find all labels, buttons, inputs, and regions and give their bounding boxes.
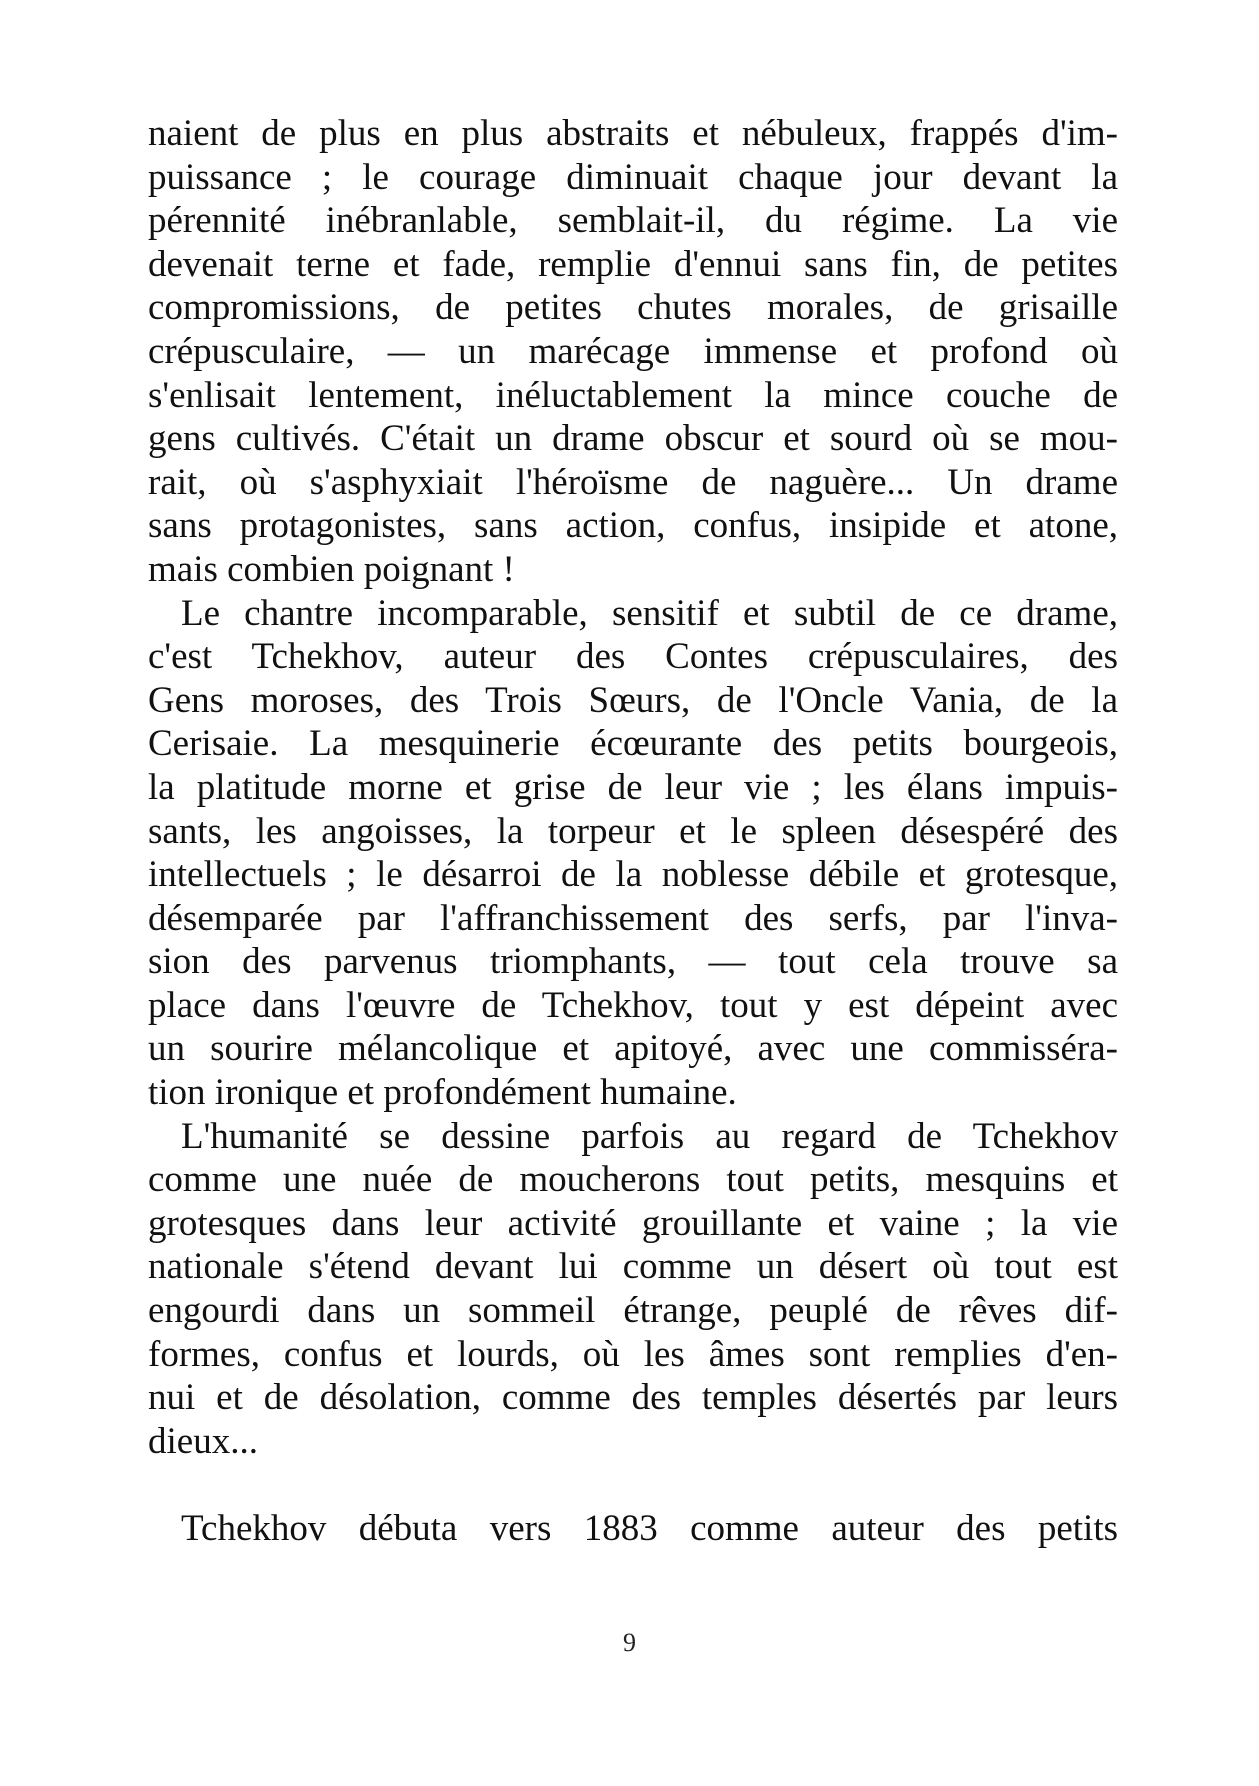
paragraph-2 (148, 592, 1118, 1115)
text-line: nui et de désolation, comme des temples désertés par leurs (148, 1377, 1118, 1419)
text-line: mais combien poignant ! (148, 548, 515, 590)
text-line: Gens moroses, des Trois Sœurs, de l'Oncle Vania, de la (148, 679, 1118, 721)
text-line: sans protagonistes, sans action, confus, insipide et atone, (148, 505, 1118, 547)
paragraph-1 (148, 112, 1118, 592)
paragraph-gap (148, 1463, 1118, 1507)
paragraph-3 (148, 1115, 1118, 1464)
page-number: 9 (623, 1628, 636, 1657)
text-line: Le chantre incomparable, sensitif et subtil de ce drame, (181, 592, 1118, 634)
text-line: puissance ; le courage diminuait chaque jour devant la (148, 156, 1118, 198)
text-line: désemparée par l'affranchissement des serfs, par l'inva- (148, 897, 1118, 939)
text-line: rait, où s'asphyxiait l'héroïsme de naguère... Un drame (148, 461, 1118, 503)
text-line: c'est Tchekhov, auteur des Contes crépusculaires, des (148, 636, 1118, 678)
text-line: un sourire mélancolique et apitoyé, avec une commisséra- (148, 1028, 1118, 1070)
text-line: Cerisaie. La mesquinerie écœurante des petits bourgeois, (148, 723, 1118, 765)
page-text (148, 112, 1118, 1551)
text-line: Tchekhov débuta vers 1883 comme auteur des petits (181, 1508, 1118, 1550)
text-line: pérennité inébranlable, semblait-il, du régime. La vie (148, 200, 1118, 242)
text-line: nationale s'étend devant lui comme un désert où tout est (148, 1246, 1118, 1288)
text-line: tion ironique et profondément humaine. (148, 1072, 737, 1114)
text-line: dieux... (148, 1420, 258, 1462)
text-line: s'enlisait lentement, inéluctablement la mince couche de (148, 374, 1118, 416)
text-line: compromissions, de petites chutes morales, de grisaille (148, 287, 1118, 329)
text-line: crépusculaire, — un marécage immense et profond où (148, 330, 1118, 372)
paragraph-4 (148, 1507, 1118, 1551)
text-line: comme une nuée de moucherons tout petits, mesquins et (148, 1159, 1118, 1201)
text-line: naient de plus en plus abstraits et nébuleux, frappés d'im- (148, 113, 1118, 154)
text-line: grotesques dans leur activité grouillante et vaine ; la vie (148, 1202, 1118, 1244)
text-line: devenait terne et fade, remplie d'ennui sans fin, de petites (148, 243, 1118, 285)
text-line: engourdi dans un sommeil étrange, peuplé de rêves dif- (148, 1290, 1118, 1332)
text-line: gens cultivés. C'était un drame obscur et sourd où se mou- (148, 418, 1118, 460)
text-line: la platitude morne et grise de leur vie ; les élans impuis- (148, 766, 1118, 808)
text-line: sants, les angoisses, la torpeur et le spleen désespéré des (148, 810, 1118, 852)
text-line: formes, confus et lourds, où les âmes sont remplies d'en- (148, 1333, 1118, 1375)
text-line: place dans l'œuvre de Tchekhov, tout y est dépeint avec (148, 984, 1118, 1026)
text-line: sion des parvenus triomphants, — tout cela trouve sa (148, 941, 1118, 983)
text-line: intellectuels ; le désarroi de la noblesse débile et grotesque, (148, 854, 1118, 896)
text-line: L'humanité se dessine parfois au regard de Tchekhov (181, 1115, 1118, 1157)
